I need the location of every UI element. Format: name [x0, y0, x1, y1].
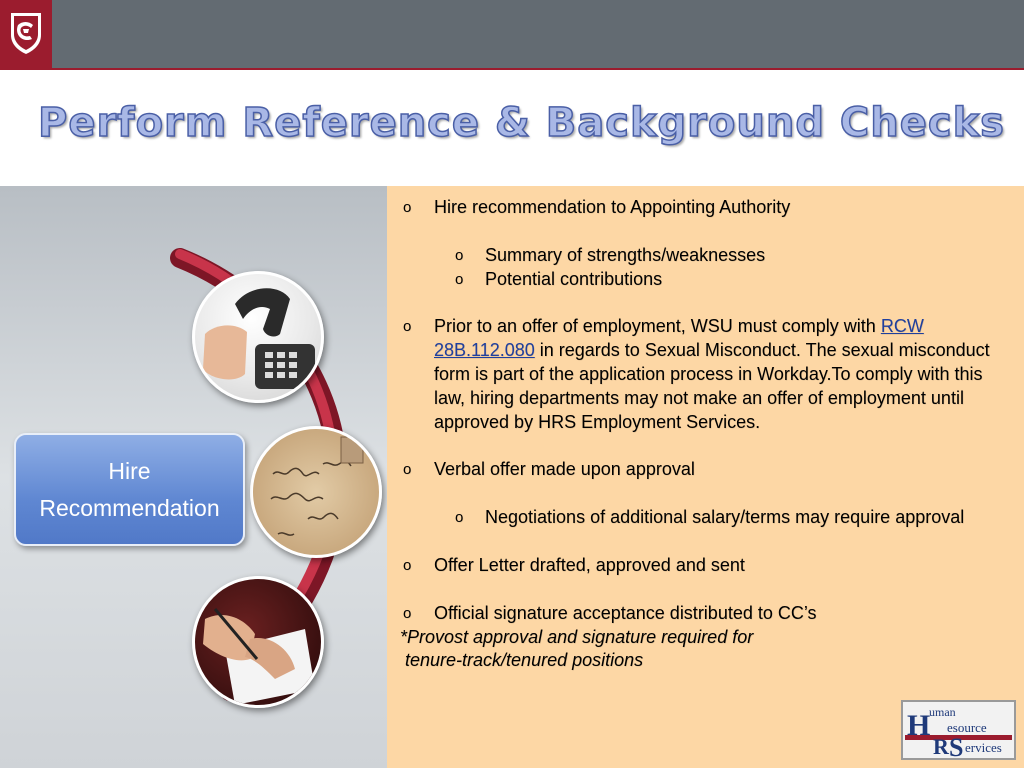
hrs-letter-h: H [907, 709, 931, 742]
bullet-text: in regards to Sexual Misconduct. The sexual misconduct form is part of the application process in Workday.To comply with this law, hiring departments may not make an offer of employment until approved by HRS Employment Services. [434, 340, 990, 432]
telephone-handset-icon [195, 274, 321, 400]
bullet-text: Prior to an offer of employment, WSU must comply with [434, 316, 881, 337]
hrs-letter-s: S [949, 733, 964, 758]
bullet-item [400, 554, 1000, 578]
bullet-text: Hire recommendation to Appointing Authority [434, 197, 791, 217]
step-label-line1: Hire [108, 458, 151, 484]
bullet-marker: o [455, 509, 464, 527]
bullet-item [400, 315, 1000, 434]
hrs-logo [901, 700, 1016, 760]
top-bar [0, 0, 1024, 68]
provost-note-line1: *Provost approval and signature required for [400, 626, 754, 647]
sub-bullet-item [400, 506, 1000, 530]
page-title: Perform Reference & Background Checks [38, 100, 1005, 146]
bullet-marker: o [455, 270, 464, 288]
bullet-marker: o [455, 246, 464, 264]
letter-script-icon [253, 429, 379, 555]
bullet-marker: o [403, 199, 412, 216]
bullet-marker: o [403, 604, 412, 622]
sub-bullet-item [400, 268, 1000, 292]
step-hire-recommendation[interactable] [14, 433, 245, 546]
rcw-link[interactable]: RCW 28B.112.080 [434, 316, 924, 361]
bullet-text: Official signature acceptance distributed to CC’s [434, 602, 817, 623]
bullet-text: Verbal offer made upon approval [434, 459, 695, 480]
bullet-marker: o [403, 318, 412, 336]
hrs-logo-graphic [903, 702, 1014, 758]
bullet-marker: o [403, 461, 412, 479]
hrs-word-ervices: ervices [965, 740, 1002, 755]
hrs-letter-r: R [933, 734, 949, 758]
provost-note-line2: tenure-track/tenured positions [400, 650, 644, 671]
bullet-item [400, 196, 1000, 220]
sub-bullet-item [400, 244, 1000, 268]
bullet-text: Potential contributions [485, 268, 663, 289]
telephone-photo [192, 271, 324, 403]
bullet-item [400, 458, 1000, 482]
bullet-text: Negotiations of additional salary/terms may require approval [485, 507, 965, 528]
hand-signing-icon [195, 579, 321, 705]
hrs-word-esource: esource [947, 720, 987, 735]
bullet-item [400, 602, 1000, 626]
wsu-logo[interactable] [0, 0, 52, 68]
step-label-line2: Recommendation [39, 495, 220, 521]
handwritten-letter-photo [250, 426, 382, 558]
wsu-cougar-logo-icon [9, 11, 43, 55]
signing-document-photo [192, 576, 324, 708]
bullet-text: Offer Letter drafted, approved and sent [434, 554, 745, 575]
hrs-word-uman: uman [929, 705, 956, 719]
bullet-text: Summary of strengths/weaknesses [485, 244, 766, 265]
bullet-marker: o [403, 556, 412, 574]
bullet-content [400, 196, 1000, 673]
